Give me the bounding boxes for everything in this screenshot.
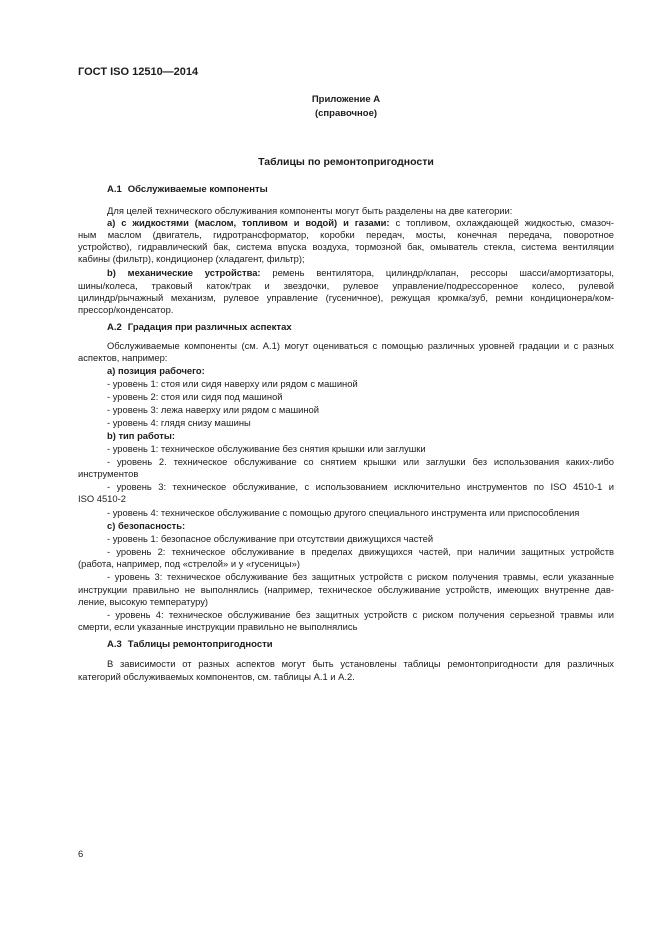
paragraph-line: Обслуживаемые компоненты (см. А.1) могут оцениваться с помощью различных уровней градации и с разных [107,340,614,351]
paragraph-line: устройство), гидравлический бак, система впуска воздуха, тормозной бак, омыватель стекла, система вентиляции [78,241,614,252]
paragraph-line: кабины (фильтр), кондиционер (хладагент, фильтр); [78,253,305,264]
paragraph-line: Для целей технического обслуживания компоненты могут быть разделены на две категории: [107,205,513,216]
item-label: а) с жидкостями (маслом, топливом и водой) и газами: [107,217,390,228]
level-line: инструментов [78,468,139,479]
level-line: - уровень 1: безопасное обслуживание при отсутствии движущихся частей [107,533,434,544]
section-title: Обслуживаемые компоненты [127,184,268,195]
paragraph-line: аспектов, например: [78,352,168,363]
level-line: - уровень 3: техническое обслуживание, с использованием исключительно инструментов по ISO 4510-1 и [107,481,614,492]
group-label: b) тип работы: [107,430,176,441]
section-number: А.2 [107,322,122,333]
level-line: - уровень 3: лежа наверху или рядом с машиной [107,404,319,415]
level-line: - уровень 1: стоя или сидя наверху или рядом с машиной [107,378,358,389]
level-line: - уровень 4: глядя снизу машины [107,417,251,428]
level-line: ISO 4510-2 [78,493,126,504]
paragraph-line: цилиндр/рычажный механизм, рулевое управление (гусеничное), режущая кромка/зуб, ремни кондиционера/ком- [78,292,614,303]
paragraph-line: шины/колеса, траковый каток/трак и звездочки, рулевое управление/подрессоренное колесо, рулевой [78,280,614,291]
section-heading-a1 [107,184,614,196]
level-line: - уровень 2: стоя или сидя под машиной [107,391,283,402]
section-number: А.3 [107,639,122,650]
paragraph-line: ным маслом (двигатель, гидротрансформатор, коробки передач, мосты, конечная передача, поворотное [78,229,614,240]
paragraph-line: В зависимости от разных аспектов могут быть установлены таблицы ремонтопригодности для различных [107,658,614,669]
section-heading-a3 [107,639,614,651]
group-label: а) позиция рабочего: [107,365,205,376]
section-heading-a2 [107,322,614,334]
annex-title: Приложение А [311,94,381,105]
level-line: - уровень 4: техническое обслуживание без защитных устройств с риском получения серьезной травмы или [107,609,614,620]
page-number: 6 [78,848,84,859]
item-a-line [107,217,614,229]
section-title: Таблицы ремонтопригодности [127,639,273,650]
level-line: смерти, если указанные инструкции правильно не выполнялись [78,621,358,632]
paragraph-line: категорий обслуживаемых компонентов, см. таблицы А.1 и А.2. [78,671,355,682]
paragraph-line: прессор/конденсатор. [78,304,174,315]
level-line: - уровень 2. техническое обслуживание со снятием крышки или заглушки без использования каких-либо [107,456,614,467]
level-line: - уровень 2: техническое обслуживание в пределах движущихся частей, при наличии защитных устройств [107,546,614,557]
page-title: Таблицы по ремонтопригодности [258,156,434,168]
annex-status: (справочное) [314,108,378,119]
level-line: ление, высокую температуру) [78,596,209,607]
section-title: Градация при различных аспектах [127,322,292,333]
section-number: А.1 [107,184,122,195]
item-text: ремень вентилятора, цилиндр/клапан, рессоры шасси/амортизаторы, [260,267,614,278]
level-line: (работа, например, под «стрелой» и у «гусеницы») [78,558,300,569]
doc-code-header: ГОСТ ISO 12510—2014 [78,66,199,78]
level-line: инструкции правильно не выполнялись (например, техническое обслуживание устройств, имеющих внутренне дав- [78,584,614,595]
item-b-line [107,267,614,279]
group-label: с) безопасность: [107,520,186,531]
level-line: - уровень 3: техническое обслуживание без защитных устройств с риском получения травмы, если указанные [107,571,614,582]
level-line: - уровень 1: техническое обслуживание без снятия крышки или заглушки [107,443,426,454]
item-text: с топливом, охлаждающей жидкостью, смазоч- [389,217,614,228]
item-label: b) механические устройства: [107,267,261,278]
level-line: - уровень 4: техническое обслуживание с помощью другого специального инструмента или приспособления [107,507,580,518]
